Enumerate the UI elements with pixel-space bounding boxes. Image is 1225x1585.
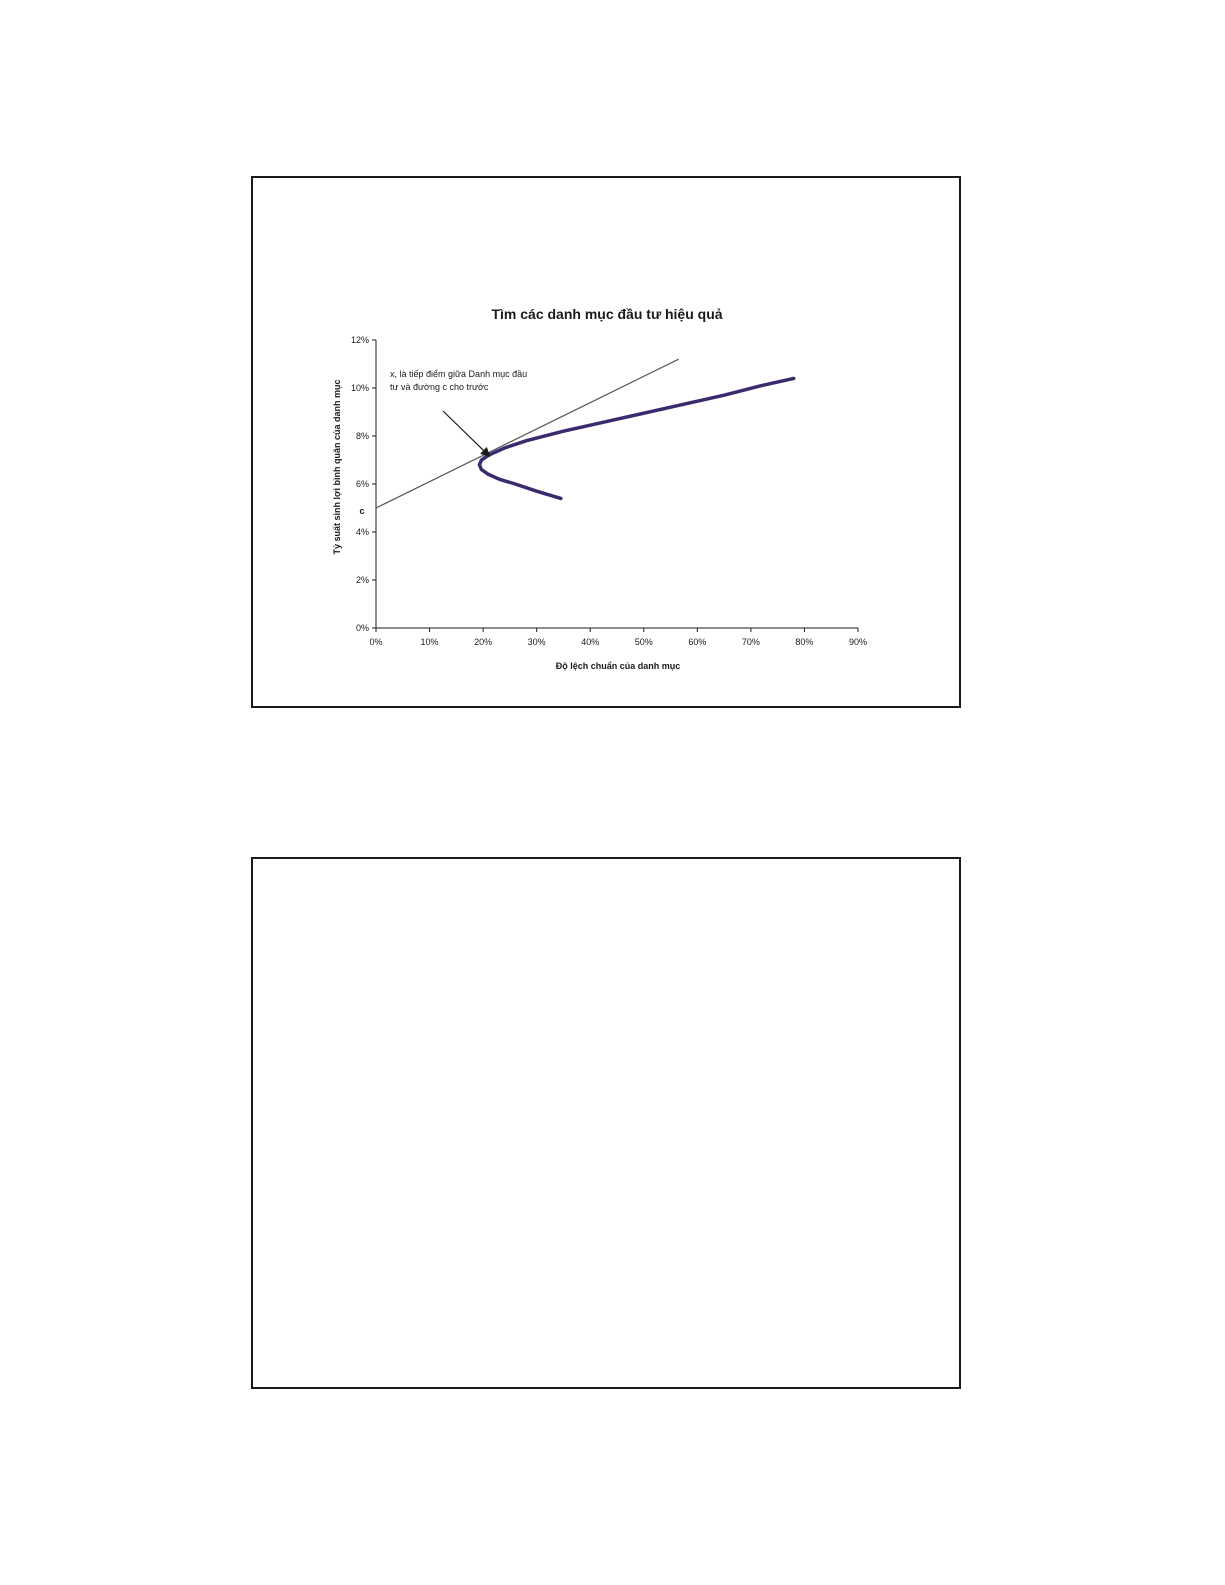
efficient-frontier-curve	[479, 378, 793, 498]
annotation-line: x, là tiếp điểm giữa Danh mục đầu	[390, 369, 528, 379]
x-tick-label: 90%	[848, 637, 868, 647]
x-tick-label: 10%	[420, 637, 439, 647]
chart-slide	[251, 176, 961, 708]
x-tick-label: 60%	[688, 637, 707, 647]
x-axis-title: Độ lệch chuẩn của danh mục	[555, 661, 681, 671]
chart-title: Tìm các danh mục đầu tư hiệu quả	[491, 306, 723, 322]
annotation-arrow	[443, 411, 489, 456]
annotation-line: tư và đường c cho trước	[390, 382, 489, 392]
x-tick-label: 0%	[369, 637, 383, 647]
x-tick-label: 70%	[741, 637, 760, 647]
x-tick-label: 20%	[474, 637, 493, 647]
x-tick-label: 30%	[527, 637, 546, 647]
y-tick-label: 10%	[350, 383, 369, 393]
y-axis-title: Tỷ suất sinh lợi bình quân của danh mục	[332, 379, 342, 555]
y-tick-label: 2%	[355, 575, 369, 585]
y-tick-label: 12%	[350, 335, 369, 345]
plot-area	[351, 335, 867, 647]
blank-slide	[251, 857, 961, 1389]
x-tick-label: 80%	[795, 637, 814, 647]
y-tick-label: 6%	[355, 479, 369, 489]
efficient-frontier-chart	[253, 178, 959, 706]
y-tick-label: 0%	[355, 623, 369, 633]
x-tick-label: 50%	[634, 637, 653, 647]
x-tick-label: 40%	[581, 637, 600, 647]
y-tick-label: 8%	[355, 431, 369, 441]
y-tick-label: 4%	[355, 527, 369, 537]
intercept-label: c	[359, 506, 365, 516]
annotation-text	[390, 369, 527, 392]
